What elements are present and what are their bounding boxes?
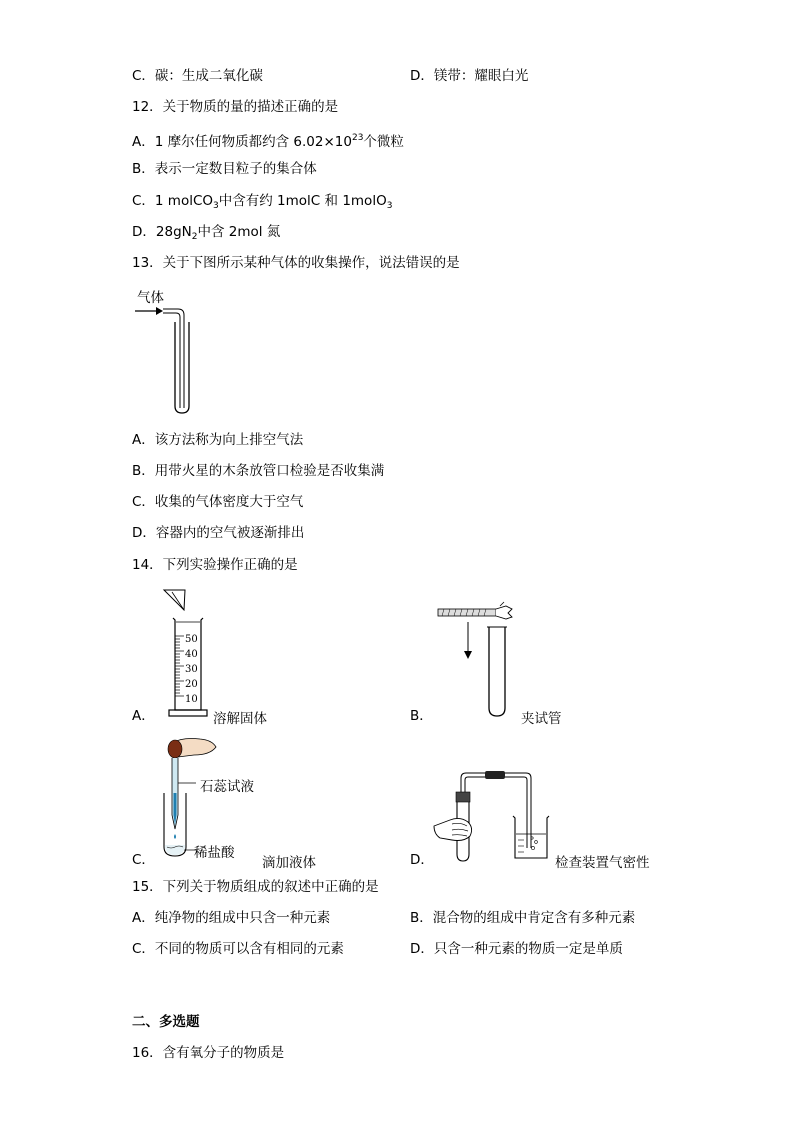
q14-option-c-letter: C．: [132, 852, 155, 868]
gas-collection-figure: [130, 300, 220, 420]
q13-option-c: C．收集的气体密度大于空气: [132, 494, 304, 510]
q14-option-a-letter: A．: [132, 708, 155, 724]
q15-option-b: B．混合物的组成中肯定含有多种元素: [410, 910, 636, 926]
graduated-cylinder-figure: [160, 586, 220, 720]
dilute-hcl-label: 稀盐酸: [194, 845, 235, 861]
cylinder-tick-30: 30: [185, 664, 198, 675]
cylinder-tick-50: 50: [185, 634, 198, 645]
q14-option-c-caption: 滴加液体: [262, 855, 316, 871]
q12-option-b: B．表示一定数目粒子的集合体: [132, 161, 317, 177]
q12-stem: 12．关于物质的量的描述正确的是: [132, 99, 339, 115]
q13-option-b: B．用带火星的木条放管口检验是否收集满: [132, 463, 385, 479]
cylinder-tick-20: 20: [185, 679, 198, 690]
test-tube-holder-figure: [434, 600, 534, 720]
q16-stem: 16．含有氧分子的物质是: [132, 1045, 285, 1061]
q14-option-b-caption: 夹试管: [521, 711, 562, 727]
q11-option-d: D．镁带：耀眼白光: [410, 68, 529, 84]
q12-option-a: A．1 摩尔任何物质都约含 $6.02\times 10^{23}$个微粒: [132, 133, 404, 150]
q15-stem: 15．下列关于物质组成的叙述中正确的是: [132, 879, 379, 895]
q14-option-b-letter: B．: [410, 708, 433, 724]
q14-option-d-caption: 检查装置气密性: [555, 855, 650, 871]
q12-option-d: D．$28gN_2$中含 2mol 氮: [132, 224, 281, 242]
q14-stem: 14．下列实验操作正确的是: [132, 557, 298, 573]
q12-option-c: C．1 molCO$_3$中含有约 1molC 和 1molO$_3$: [132, 193, 393, 211]
section-title-multiple-choice: 二、多选题: [132, 1014, 200, 1030]
airtightness-check-figure: [430, 768, 558, 868]
q13-option-a: A．该方法称为向上排空气法: [132, 432, 304, 448]
q13-stem: 13．关于下图所示某种气体的收集操作，说法错误的是: [132, 255, 460, 271]
q15-option-a: A．纯净物的组成中只含一种元素: [132, 910, 331, 926]
q13-option-d: D．容器内的空气被逐渐排出: [132, 525, 305, 541]
q13-gas-label: 气体: [137, 290, 164, 306]
q11-option-c: C．碳：生成二氧化碳: [132, 68, 263, 84]
q15-option-d: D．只含一种元素的物质一定是单质: [410, 941, 623, 957]
q15-option-c: C．不同的物质可以含有相同的元素: [132, 941, 344, 957]
cylinder-tick-40: 40: [185, 649, 198, 660]
q14-option-a-caption: 溶解固体: [213, 711, 267, 727]
q14-option-d-letter: D．: [410, 852, 434, 868]
litmus-solution-label: 石蕊试液: [200, 779, 254, 795]
cylinder-tick-10: 10: [185, 694, 198, 705]
